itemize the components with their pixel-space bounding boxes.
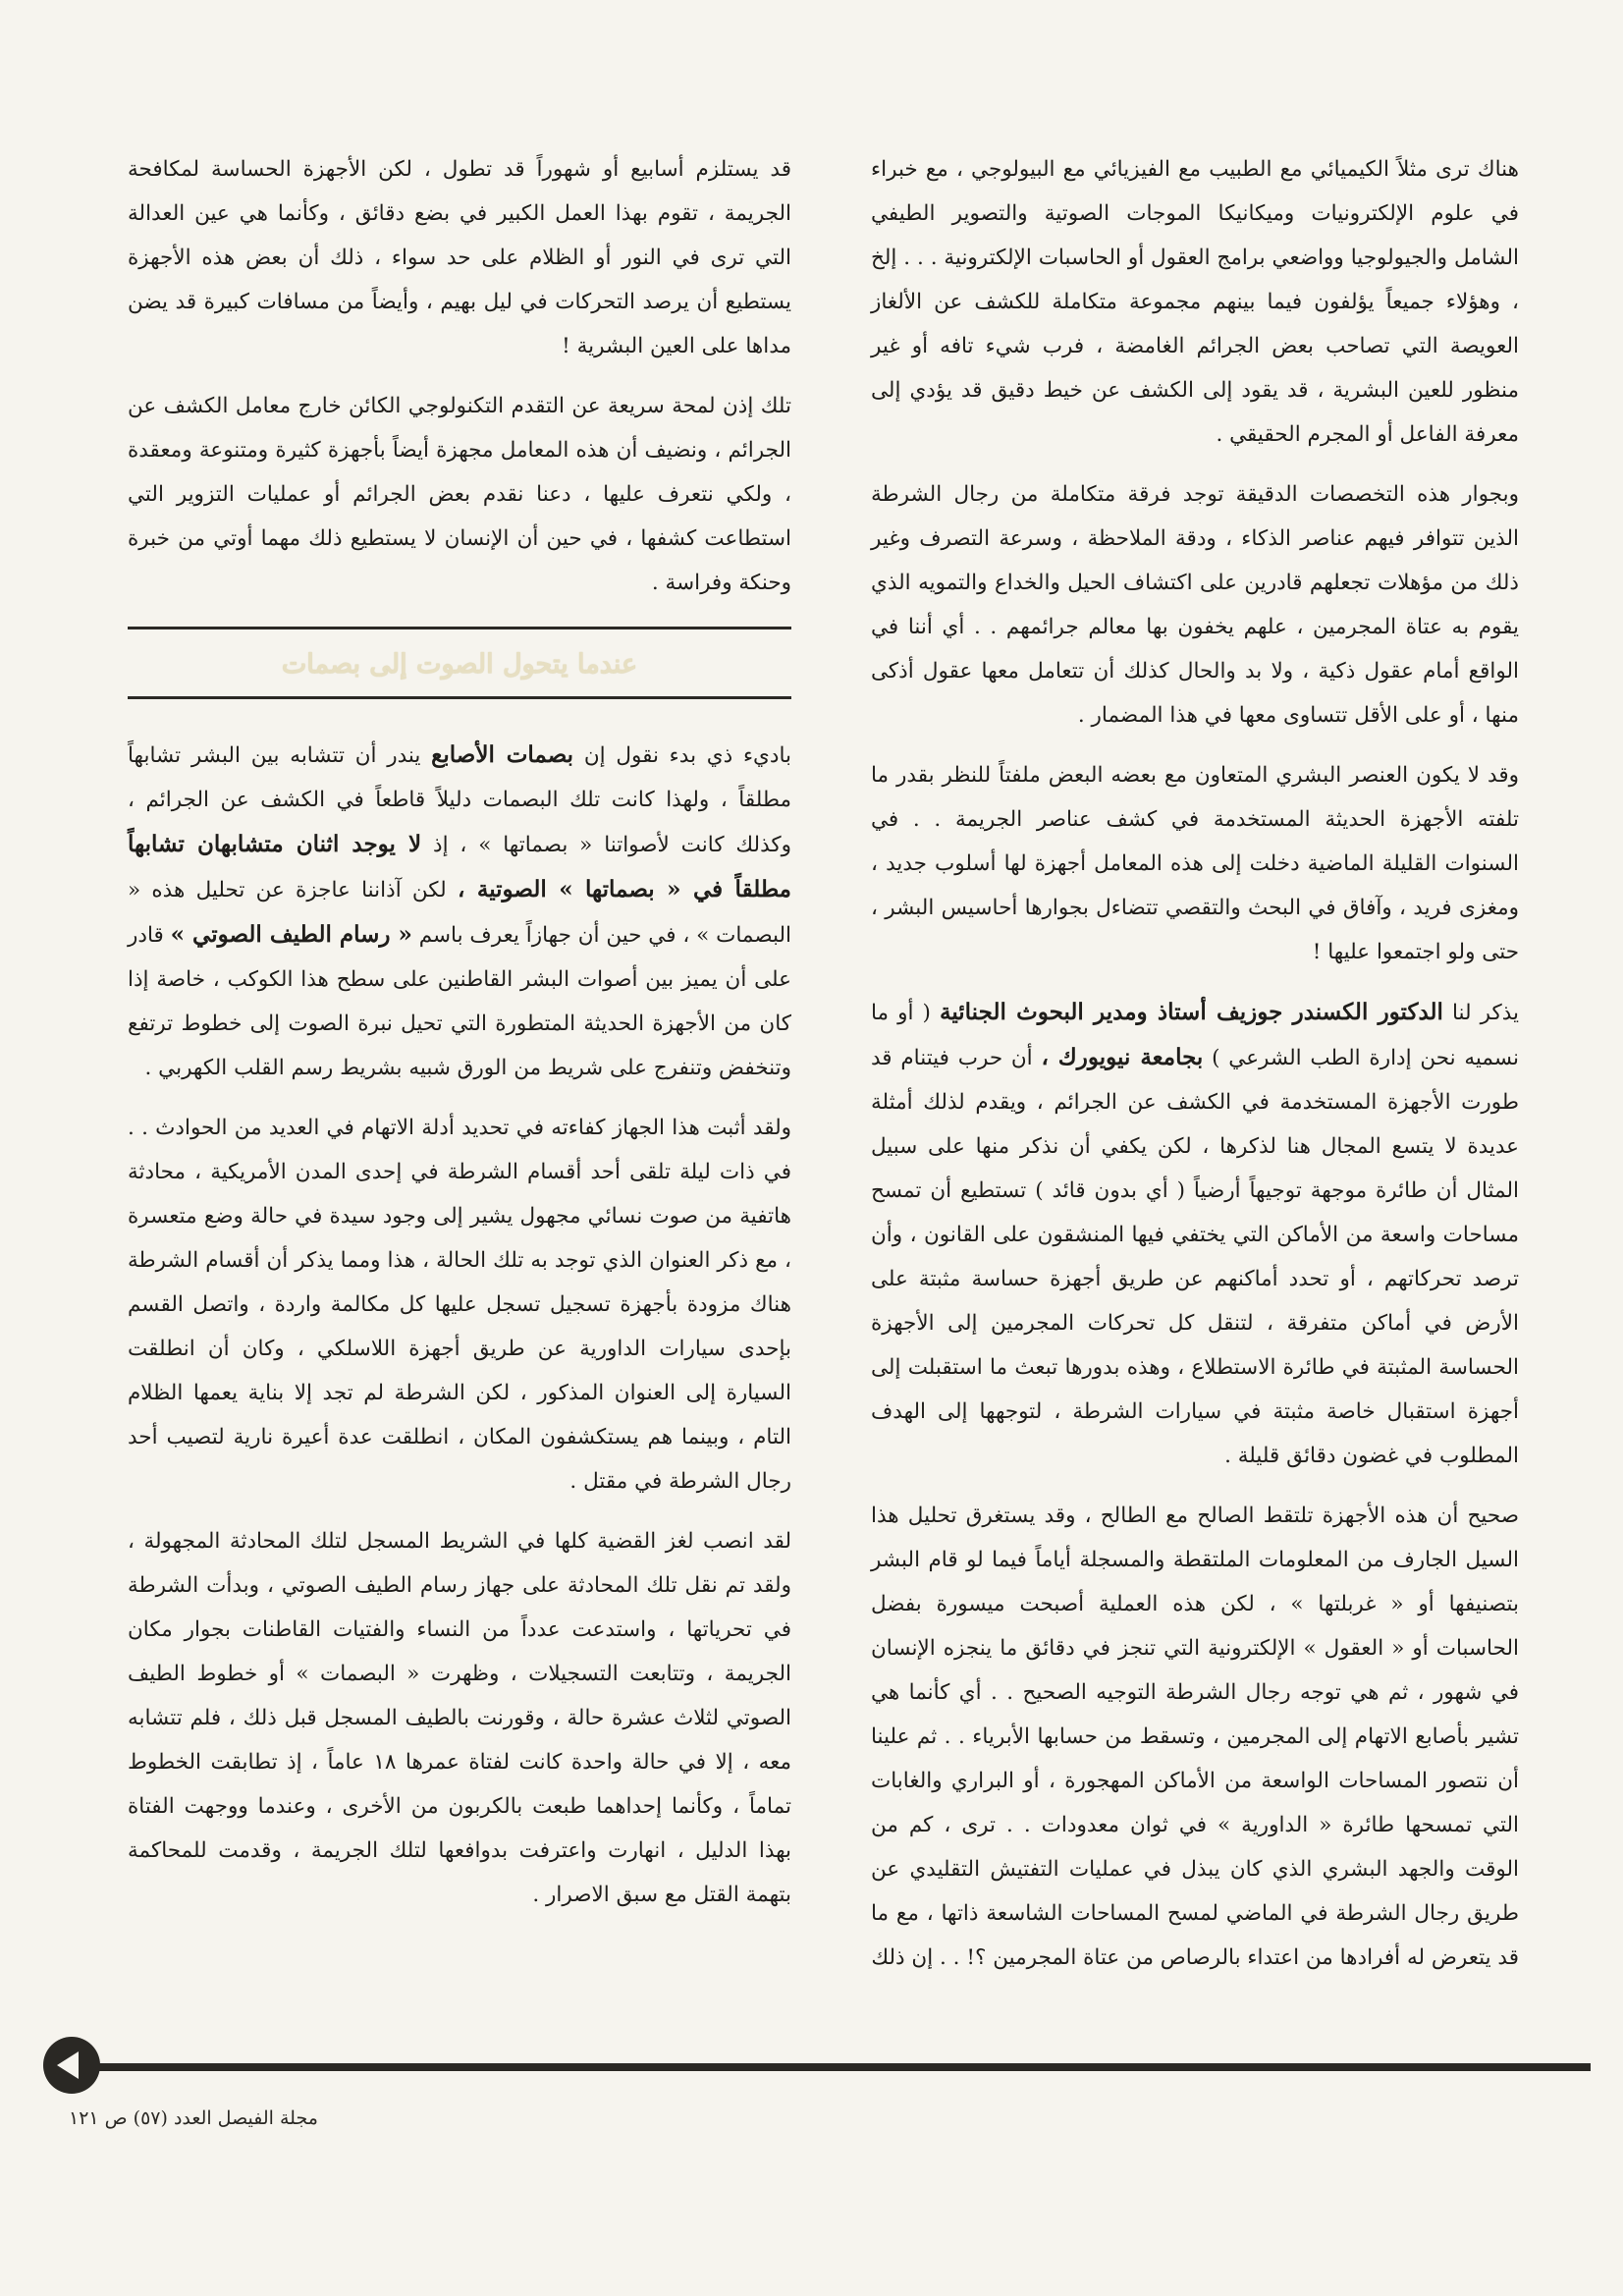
text-run: ( أو ما نسميه نحن إدارة الطب الشرعي ) [871,1001,1519,1070]
paragraph: هناك ترى مثلاً الكيميائي مع الطبيب مع الفيزيائي مع البيولوجي ، مع خبراء في علوم الإلكترونيات وميكانيكا الموجات الصوتية والتصوير الطيفي الشامل والجيولوجيا وواضعي برامج العقول أو الحاسبات الإلكترونية . . . إلخ ، وهؤلاء جميعاً يؤلفون فيما بينهم مجموعة متكاملة للكشف عن الألغاز العويصة التي تصاحب بعض الجرائم الغامضة ، فرب شيء تافه أو غير منظور للعين البشرية ، قد يقود إلى الكشف عن خيط دقيق قد يؤدي إلى معرفة الفاعل أو المجرم الحقيقي . [871,157,1519,447]
paragraph: وقد لا يكون العنصر البشري المتعاون مع بعضه البعض ملفتاً للنظر بقدر ما تلفته الأجهزة الحديثة المستخدمة في كشف عناصر الجريمة . . في السنوات القليلة الماضية دخلت إلى هذه المعامل أجهزة لها أسلوب جديد ، ومغزى فريد ، وآفاق في البحث والتقصي تتضاءل بجوارها أحاسيس البشر ، حتى ولو اجتمعوا عليها ! [871,763,1519,964]
paragraph-citation [871,990,1519,1478]
paragraph: قد يستلزم أسابيع أو شهوراً قد تطول ، لكن الأجهزة الحساسة لمكافحة الجريمة ، تقوم بهذا العمل الكبير في بضع دقائق ، وكأنما هي عين العدالة التي ترى في النور أو الظلام على حد سواء ، ذلك أن بعض هذه الأجهزة يستطيع أن يرصد التحركات في ليل بهيم ، وأيضاً من مسافات كبيرة قد يضن مداها على العين البشرية ! [128,157,791,358]
divider-bottom [128,696,791,699]
bold-university: بجامعة نيويورك ، [1041,1044,1204,1070]
footer-rule [79,2063,1591,2071]
paragraph: تلك إذن لمحة سريعة عن التقدم التكنولوجي الكائن خارج معامل الكشف عن الجرائم ، ونضيف أن هذه المعامل مجهزة أيضاً بأجهزة كثيرة ومتنوعة ومعقدة ، ولكي نتعرف عليها ، دعنا نقدم بعض الجرائم أو عمليات التزوير التي استطاعت كشفها ، في حين أن الإنسان لا يستطيع ذلك مهما أوتي من خبرة وحنكة وفراسة . [128,394,791,595]
text-run: يندر أن تتشابه بين البشر تشابهاً مطلقاً ، ولهذا كانت تلك البصمات دليلاً قاطعاً في الكشف عن الجرائم ، وكذلك كانت لأصواتنا « بصماتها » ، إذ [128,743,792,857]
bold-fingerprints: بصمات الأصابع [431,741,574,768]
bold-voiceprints: لا يوجد اثنان متشابهان تشابهاً مطلقاً في « بصماتها » الصوتية ، [128,831,792,902]
text-run: باديء ذي بدء نقول إن [583,743,791,768]
paragraph: صحيح أن هذه الأجهزة تلتقط الصالح مع الطالح ، وقد يستغرق تحليل هذا السيل الجارف من المعلومات الملتقطة والمسجلة أياماً فيما لو قام البشر بتصنيفها أو « غربلتها » ، لكن هذه العملية أصبحت ميسورة بفضل الحاسبات أو « العقول » الإلكترونية التي تنجز في دقائق ما ينجزه الإنسان في شهور ، ثم هي توجه رجال الشرطة التوجيه الصحيح . . أي كأنما هي تشير بأصابع الاتهام إلى المجرمين ، وتسقط من حسابها الأبرياء . . ثم علينا أن نتصور المساحات الواسعة من الأماكن المهجورة ، أو البراري والغابات التي تمسحها طائرة « الداورية » في ثوان معدودات . . ترى ، كم من الوقت والجهد البشري الذي كان يبذل في عمليات التفتيش التقليدي عن طريق رجال الشرطة في الماضي لمسح المساحات الشاسعة ذاتها ، مع ما قد يتعرض له أفرادها من اعتداء بالرصاص من عتاة المجرمين ؟! . . إن ذلك [871,1503,1519,1970]
bold-name: الدكتور الكسندر جوزيف أستاذ ومدير البحوث الجنائية [940,999,1443,1025]
paragraph-intro [128,733,791,1090]
paragraph: لقد انصب لغز القضية كلها في الشريط المسجل لتلك المحادثة المجهولة ، ولقد تم نقل تلك المحادثة على جهاز رسام الطيف الصوتي ، وبدأت الشرطة في تحرياتها ، واستدعت عدداً من النساء والفتيات القاطنات بجوار مكان الجريمة ، وتتابعت التسجيلات ، وظهرت « البصمات » أو خطوط الطيف الصوتي لثلاث عشرة حالة ، وقورنت بالطيف المسجل قبل ذلك ، فلم تتشابه معه ، إلا في حالة واحدة كانت لفتاة عمرها ١٨ عاماً ، إذ تطابقت الخطوط تماماً ، وكأنما إحداهما طبعت بالكربون من الأخرى ، وعندما ووجهت الفتاة بهذا الدليل ، انهارت واعترفت بدوافعها لتلك الجريمة ، وقدمت للمحاكمة بتهمة القتل مع سبق الاصرار . [128,1529,791,1907]
divider-top [128,627,791,629]
text-run: قادر على أن يميز بين أصوات البشر القاطنين على سطح هذا الكوكب ، خاصة إذا كان من الأجهزة الحديثة المتطورة التي تحيل نبرة الصوت إلى خطوط ترتفع وتنخفض وتنفرج على شريط من الورق شبيه بشريط رسم القلب الكهربي . [128,923,791,1080]
paragraph: ولقد أثبت هذا الجهاز كفاءته في تحديد أدلة الاتهام في العديد من الحوادث . . في ذات ليلة تلقى أحد أقسام الشرطة في إحدى المدن الأمريكية ، محادثة هاتفية من صوت نسائي مجهول يشير إلى وجود سيدة في حالة وضع متعسرة ، مع ذكر العنوان الذي توجد به تلك الحالة ، هذا ومما يذكر أن أقسام الشرطة هناك مزودة بأجهزة تسجيل تسجل عليها كل مكالمة واردة ، واتصل القسم بإحدى سيارات الداورية عن طريق أجهزة اللاسلكي ، وكان أن انطلقت السيارة إلى العنوان المذكور ، لكن الشرطة لم تجد إلا بناية يعمها الظلام التام ، وبينما هم يستكشفون المكان ، انطلقت عدة أعيرة نارية لتصيب أحد رجال الشرطة في مقتل . [128,1116,791,1494]
left-column [128,147,791,1933]
text-run: أن حرب فيتنام قد طورت الأجهزة المستخدمة في الكشف عن الجرائم ، ويقدم لذلك أمثلة عديدة لا يتسع المجال هنا لذكرها ، لكن يكفي أن نذكر منها على سبيل المثال أن طائرة موجهة توجيهاً أرضياً ( أي بدون قائد ) تستطيع أن تمسح مساحات واسعة من الأماكن التي يختفي فيها المنشقون على القانون ، وأن ترصد تحركاتهم ، أو تحدد أماكنهم عن طريق أجهزة حساسة مثبتة على الأرض في أماكن متفرقة ، لتنقل كل تحركات المجرمين إلى الأجهزة الحساسة المثبتة في طائرة الاستطلاع ، وهذه بدورها تبعث ما استقبلت إلى أجهزة استقبال خاصة مثبتة في سيارات الشرطة ، لتوجهها إلى الهدف المطلوب في غضون دقائق قليلة . [871,1046,1519,1468]
page-footer: مجلة الفيصل العدد (٥٧) ص ١٢١ [69,2107,318,2129]
text-run: يذكر لنا [1451,1001,1519,1025]
paragraph: وبجوار هذه التخصصات الدقيقة توجد فرقة متكاملة من رجال الشرطة الذين تتوافر فيهم عناصر الذكاء ، ودقة الملاحظة ، وسرعة التصرف وغير ذلك من مؤهلات تجعلهم قادرين على اكتشاف الحيل والخداع والتمويه الذي يقوم به عتاة المجرمين ، علهم يخفون بها معالم جرائمهم . . أي أننا في الواقع أمام عقول ذكية ، ولا بد والحال كذلك أن تتعامل معها عقول أذكى منها ، أو على الأقل تتساوى معها في هذا المضمار . [871,482,1519,728]
arrow-left-icon [57,2051,79,2079]
right-column [871,147,1519,1995]
text-run: لكن آذاننا عاجزة عن تحليل هذه « البصمات » ، في حين أن جهازاً يعرف باسم [128,878,791,948]
section-title: عندما يتحول الصوت إلى بصمات [281,649,638,680]
bold-spectrograph: « رسام الطيف الصوتي » [170,921,412,948]
section-heading [128,627,791,699]
